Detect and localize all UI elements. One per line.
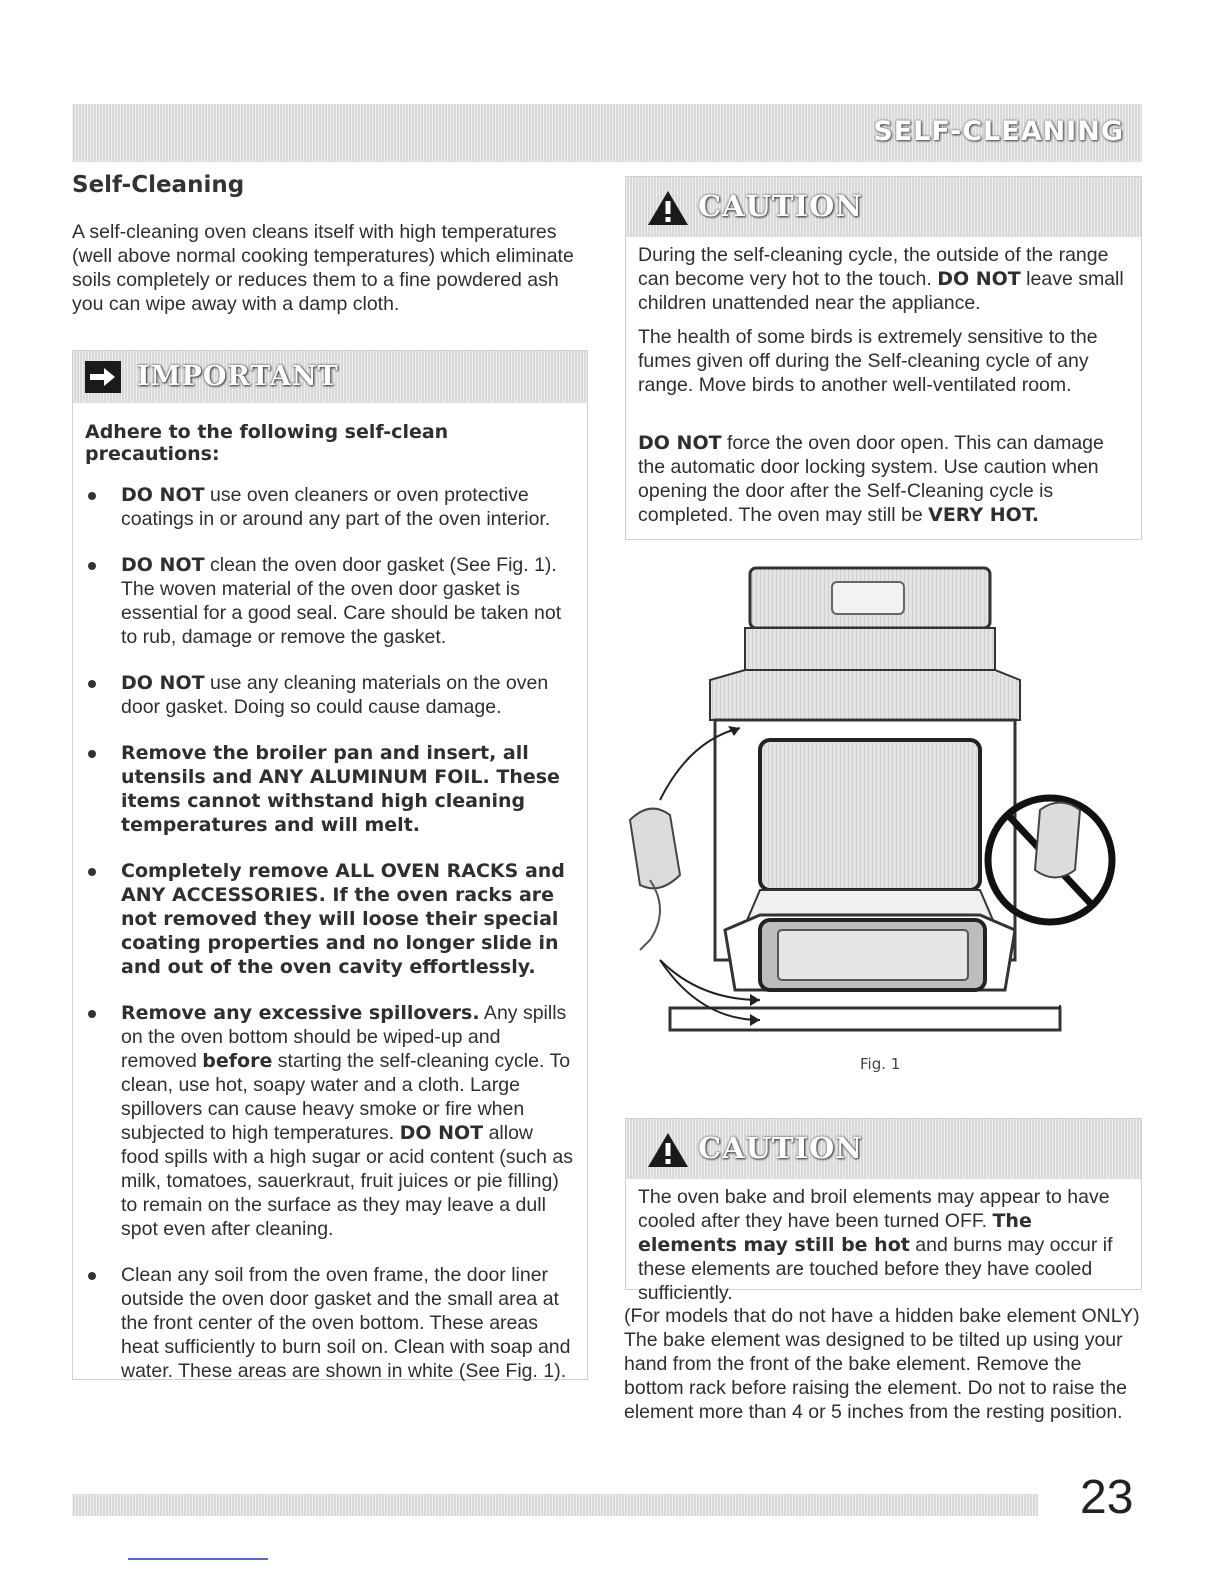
- caution-paragraph: [638, 243, 1127, 315]
- list-item: [85, 483, 575, 531]
- bullet-dot-icon: [88, 868, 96, 876]
- intro-paragraph: A self-cleaning oven cleans itself with high temperatures (well above normal cooking temperatures) which eliminate soils completely or reduces them to a fine powdered ash you can wipe away with a damp cloth.: [72, 221, 574, 315]
- list-item: [85, 671, 575, 719]
- important-title: IMPORTANT: [137, 361, 339, 392]
- caution-title: CAUTION: [698, 1131, 863, 1165]
- item-text: use any cleaning materials on the oven door gasket. Doing so could cause damage.: [121, 672, 549, 718]
- item-text: Any spills on the oven bottom should be wiped-up and removed: [121, 1002, 567, 1072]
- footer-bar: [72, 1494, 1038, 1516]
- text: leave small children unattended near the appliance.: [638, 268, 1124, 314]
- text: force the oven door open. This can damage the automatic door locking system. Use caution when opening the door after the Self-Cleaning cycle is completed. The oven may still be: [638, 432, 1104, 526]
- bold-text: VERY HOT.: [928, 504, 1040, 526]
- bake-element-note: (For models that do not have a hidden bake element ONLY) The bake element was designed to be tilted up using your hand from the front of the bake element. Remove the bottom rack before raising the element. Do not to raise the element more than 4 or 5 inches from the resting position.: [624, 1305, 1140, 1423]
- list-item: [85, 741, 575, 837]
- page-heading: Self-Cleaning: [72, 172, 245, 198]
- caution-paragraph: [638, 1185, 1127, 1305]
- item-text: clean the oven door gasket (See Fig. 1). The woven material of the oven door gasket is essential for a good seal. Care should be taken not to rub, damage or remove the gasket.: [121, 554, 562, 648]
- caution-paragraph: The health of some birds is extremely sensitive to the fumes given off during the Self-cleaning cycle of any range. Move birds to another well-ventilated room.: [638, 326, 1098, 396]
- warning-icon: [646, 189, 690, 227]
- bullet-dot-icon: [88, 1010, 96, 1018]
- bold-text: DO NOT: [399, 1122, 484, 1144]
- text: During the self-cleaning cycle, the outside of the range can become very hot to the touch.: [638, 244, 1109, 290]
- text: The oven bake and broil elements may appear to have cooled after they have been turned OFF.: [638, 1186, 1110, 1232]
- bold-text: DO NOT: [121, 672, 205, 694]
- list-item: [85, 1001, 575, 1241]
- list-item: [85, 553, 575, 649]
- bold-text: before: [202, 1050, 273, 1072]
- bottom-divider: [128, 1558, 268, 1560]
- caution-box-1: [625, 176, 1142, 540]
- arrow-right-icon: [85, 361, 121, 393]
- bold-text: DO NOT: [638, 432, 722, 454]
- page-number: 23: [1080, 1471, 1134, 1524]
- caution-header: [626, 177, 1141, 237]
- section-title: SELF-CLEANING: [873, 116, 1124, 147]
- figure-caption: Fig. 1: [860, 1055, 901, 1073]
- caution-body: [626, 237, 1141, 549]
- bold-text: DO NOT: [937, 268, 1021, 290]
- caution-box-2: [625, 1118, 1142, 1304]
- left-column: [72, 172, 587, 316]
- important-header: [73, 351, 587, 403]
- bullet-dot-icon: [88, 680, 96, 688]
- item-text: allow food spills with a high sugar or acid content (such as milk, tomatoes, sauerkraut, fruit juices or pie filling) to remain on the surface as they may leave a dull spot even after cleaning.: [121, 1122, 573, 1240]
- bold-text: Completely remove ALL OVEN RACKS and ANY ACCESSORIES. If the oven racks are not removed they will loose their special coating properties and no longer slide in and out of the oven cavity effortlessly.: [121, 860, 565, 978]
- caution-paragraph: [638, 431, 1127, 527]
- bold-text: The elements may still be hot: [638, 1210, 1032, 1256]
- bold-text: DO NOT: [121, 484, 205, 506]
- precautions-lead: Adhere to the following self-clean precautions:: [85, 421, 449, 465]
- list-item: [85, 1263, 575, 1383]
- list-item: [85, 859, 575, 979]
- precautions-list: [73, 483, 587, 1383]
- item-text: use oven cleaners or oven protective coatings in or around any part of the oven interior.: [121, 484, 551, 530]
- bullet-dot-icon: [88, 562, 96, 570]
- caution-header: [626, 1119, 1141, 1179]
- oven-door-figure: [620, 560, 1140, 1080]
- bold-text: Remove the broiler pan and insert, all utensils and ANY ALUMINUM FOIL. These items cannot withstand high cleaning temperatures and will melt.: [121, 742, 560, 836]
- bold-text: DO NOT: [121, 554, 205, 576]
- section-header-band: [72, 104, 1142, 162]
- important-box: [72, 350, 588, 1380]
- text: and burns may occur if these elements are touched before they have cooled sufficiently.: [638, 1234, 1113, 1304]
- item-text: starting the self-cleaning cycle. To clean, use hot, soapy water and a cloth. Large spillovers can cause heavy smoke or fire when subjected to high temperatures.: [121, 1050, 571, 1144]
- oven-illustration: [630, 568, 1112, 1030]
- bullet-dot-icon: [88, 492, 96, 500]
- bold-text: Remove any excessive spillovers.: [121, 1002, 480, 1024]
- bullet-dot-icon: [88, 750, 96, 758]
- caution-title: CAUTION: [698, 189, 863, 223]
- item-text: Clean any soil from the oven frame, the door liner outside the oven door gasket and the small area at the front center of the oven bottom. These areas heat sufficiently to burn soil on. Clean with soap and water. These areas are shown in white (See Fig. 1).: [121, 1264, 571, 1382]
- warning-icon: [646, 1131, 690, 1169]
- bullet-dot-icon: [88, 1272, 96, 1280]
